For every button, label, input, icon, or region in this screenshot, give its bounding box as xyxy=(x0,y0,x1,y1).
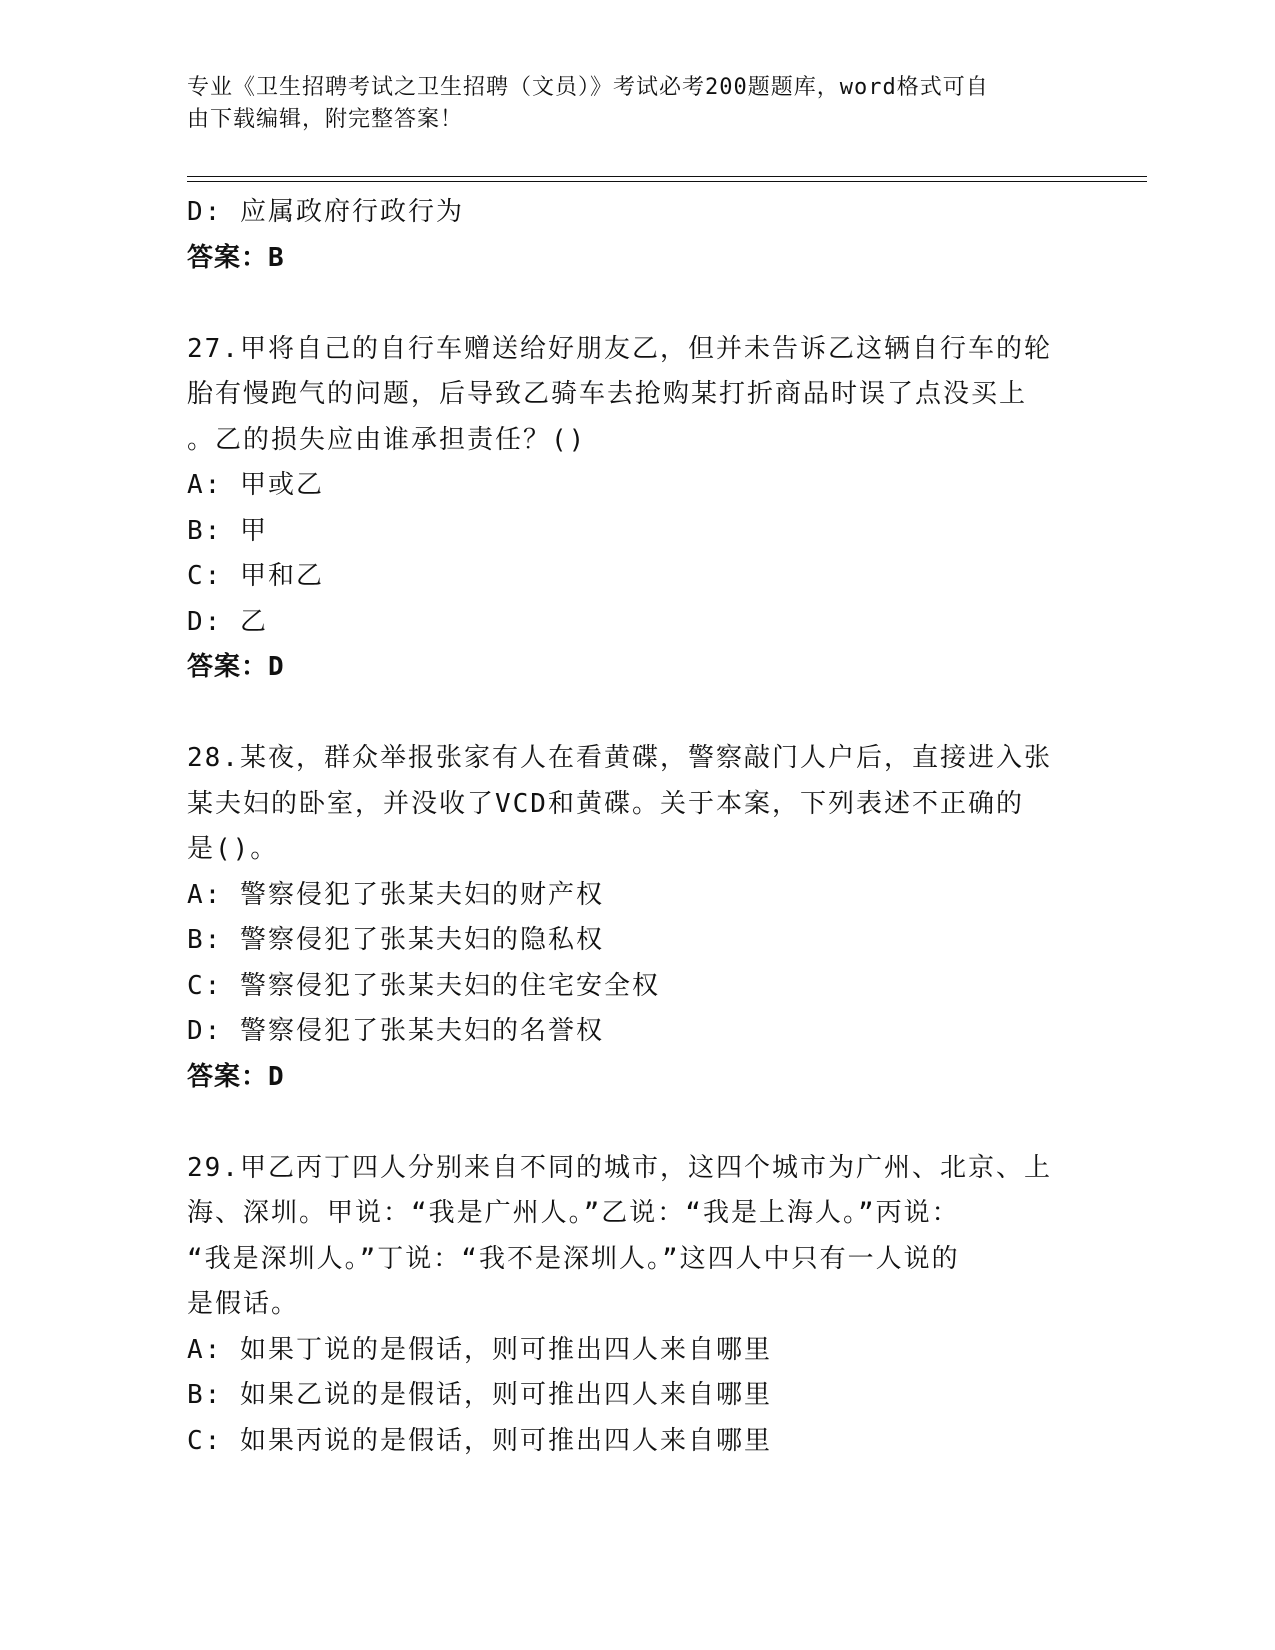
q28-option-d: D: 警察侵犯了张某夫妇的名誉权 xyxy=(187,1016,604,1046)
q29-stem-line: 海、深圳。甲说：“我是广州人。”乙说：“我是上海人。”丙说： xyxy=(187,1198,960,1228)
q29-stem-line: 29.甲乙丙丁四人分别来自不同的城市，这四个城市为广州、北京、上 xyxy=(187,1152,1052,1183)
question-27 xyxy=(187,327,1067,691)
header-divider-bottom xyxy=(187,181,1147,182)
spacer xyxy=(187,691,1067,737)
q29-stem-line: 是假话。 xyxy=(187,1289,300,1319)
header-line-2: 由下载编辑，附完整答案！ xyxy=(187,107,464,132)
question-28 xyxy=(187,736,1067,1100)
question-content xyxy=(187,190,1067,1464)
q27-answer: 答案：D xyxy=(187,652,285,682)
q29-option-a: A: 如果丁说的是假话，则可推出四人来自哪里 xyxy=(187,1334,772,1365)
q28-option-c: C: 警察侵犯了张某夫妇的住宅安全权 xyxy=(187,970,660,1001)
document-header xyxy=(187,72,1067,136)
q27-stem-line: 27.甲将自己的自行车赠送给好朋友乙，但并未告诉乙这辆自行车的轮 xyxy=(187,333,1052,364)
question-29 xyxy=(187,1146,1067,1465)
q27-option-a: A: 甲或乙 xyxy=(187,470,324,500)
q28-stem-line: 28.某夜，群众举报张家有人在看黄碟，警察敲门人户后，直接进入张 xyxy=(187,743,1052,773)
q27-option-c: C: 甲和乙 xyxy=(187,561,324,591)
q29-stem-line: “我是深圳人。”丁说：“我不是深圳人。”这四人中只有一人说的 xyxy=(187,1243,960,1274)
q29-option-c: C: 如果丙说的是假话，则可推出四人来自哪里 xyxy=(187,1425,772,1456)
q27-stem-line: 胎有慢跑气的问题，后导致乙骑车去抢购某打折商品时误了点没买上 xyxy=(187,379,1028,409)
spacer xyxy=(187,1100,1067,1146)
spacer xyxy=(187,281,1067,327)
prev-answer: 答案：B xyxy=(187,242,285,273)
q28-answer: 答案：D xyxy=(187,1061,285,1092)
q27-stem-line: 。乙的损失应由谁承担责任？() xyxy=(187,424,587,455)
q28-option-b: B: 警察侵犯了张某夫妇的隐私权 xyxy=(187,925,604,955)
q27-option-b: B: 甲 xyxy=(187,515,268,546)
q28-option-a: A: 警察侵犯了张某夫妇的财产权 xyxy=(187,879,604,910)
q27-option-d: D: 乙 xyxy=(187,606,268,637)
header-line-1: 专业《卫生招聘考试之卫生招聘（文员）》考试必考200题题库，word格式可自 xyxy=(187,75,989,100)
q29-option-b: B: 如果乙说的是假话，则可推出四人来自哪里 xyxy=(187,1380,772,1410)
prev-option-d: D: 应属政府行政行为 xyxy=(187,197,464,227)
q28-stem-line: 是()。 xyxy=(187,834,279,864)
q28-stem-line: 某夫妇的卧室，并没收了VCD和黄碟。关于本案，下列表述不正确的 xyxy=(187,788,1024,819)
header-divider-top xyxy=(187,176,1147,177)
